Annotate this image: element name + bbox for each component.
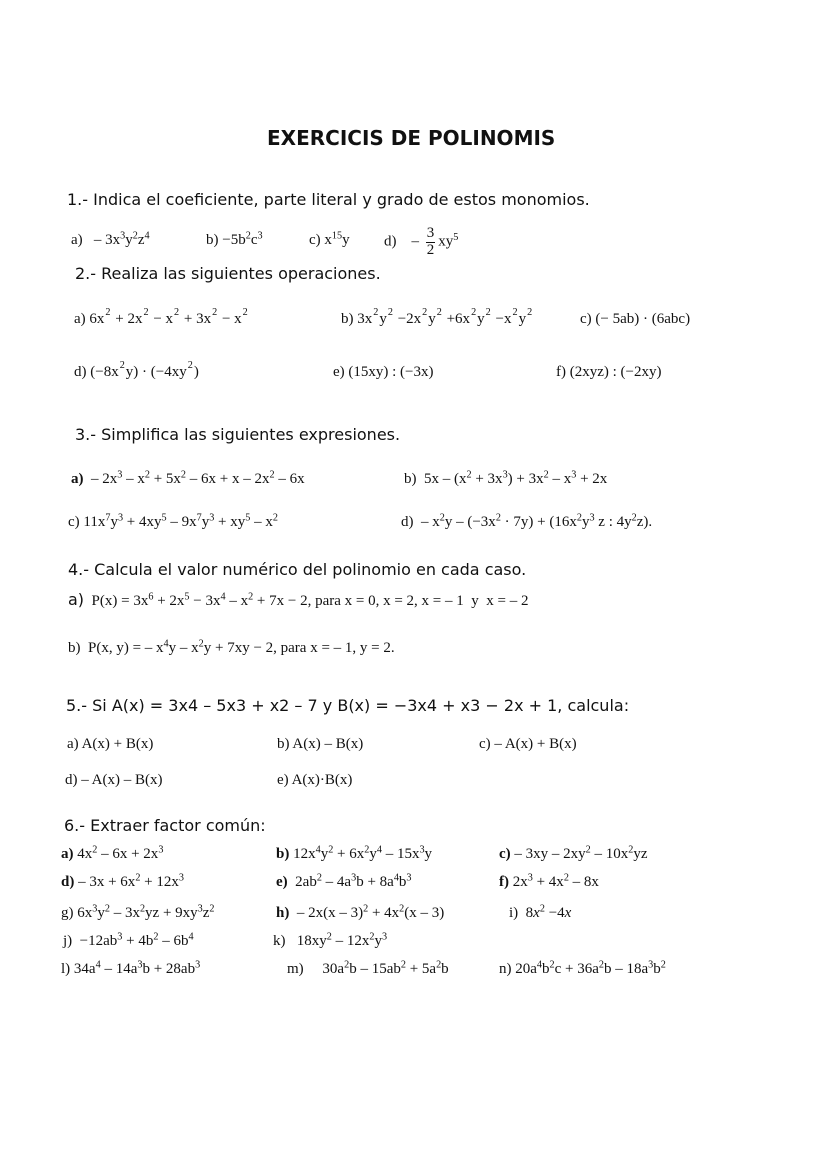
fraction: $\frac{3}{2}$ [426, 225, 435, 258]
exercise-1-heading: 1.- Indica el coeficiente, parte literal y grado de estos monomios. [67, 190, 590, 209]
exercise-6-item-n: n) $20a^4b^2c + 36a^2b - 18a^3b^2$ [499, 959, 666, 977]
exercise-6-item-b: b) $12x^4y^2 + 6x^2y^4 - 15x^3y$ [276, 844, 433, 862]
exercise-1-item-a: $a) - 3x^3y^2z^4$ [71, 230, 150, 248]
exercise-3-item-c: c) $11x^7y^3 + 4xy^5 - 9x^7y^3 + xy^5 - x^2$ [68, 512, 278, 530]
page-title: EXERCICIS DE POLINOMIS [267, 126, 556, 150]
exercise-2-item-f: f) (2xyz) : (−2xy) [556, 364, 662, 380]
exercise-2-heading: 2.- Realiza las siguientes operaciones. [75, 264, 381, 283]
exercise-6-item-e: e) $2ab^2 - 4a^3b + 8a^4b^3$ [276, 872, 412, 890]
exercise-5-item-a: a) A(x) + B(x) [67, 736, 154, 752]
exercise-6-item-h: $h) - 2x(x - 3)^2 + 4x^2(x - 3)$ [276, 903, 445, 921]
exercise-6-item-g: g) $6x^3y^2 - 3x^2yz + 9xy^3z^2$ [61, 903, 215, 921]
exercise-6-item-k: k) $18xy^2 - 12x^2y^3$ [273, 931, 388, 949]
exercise-6-item-m: m) $30a^2b - 15ab^2 + 5a^2b$ [287, 959, 449, 977]
exercise-1-item-c: c) $x^{15}y$ [309, 230, 350, 248]
exercise-4-item-a: a) $P(x) = 3x^6 + 2x^5 - 3x^4 - x^2 + 7x - 2$, para x = 0, x = 2, x = – 1 y x = – 2 [68, 590, 529, 609]
exercise-1-item-b: $b) -5b^2c^3$ [206, 230, 263, 248]
exercise-3-item-b: b) $5x - (x^2 + 3x^3) + 3x^2 - x^3 + 2x$ [404, 469, 608, 487]
exercise-2-item-b: b) $3x^2y^2 -2x^2y^2 +6x^2y^2 -x^2y^2$ [341, 307, 533, 327]
exercise-2-item-d: d) $(-8x^2y) \cdot (-4xy^2)$ [74, 360, 199, 380]
exercise-6-item-j: $j) -12ab^3 + 4b^2 - 6b^4$ [63, 931, 194, 949]
exercise-6-item-c: $c) - 3xy - 2xy^2 - 10x^2yz$ [499, 844, 648, 862]
exercise-5-item-e: e) A(x)·B(x) [277, 772, 353, 788]
exercise-2-item-e: e) (15xy) : (−3x) [333, 364, 434, 380]
exercise-5-heading: 5.- Si A(x) = 3x4 – 5x3 + x2 – 7 y B(x) = −3x4 + x3 − 2x + 1, calcula: [66, 696, 630, 715]
exercise-3-heading: 3.- Simplifica las siguientes expresiones. [75, 425, 401, 444]
exercise-2-item-c: c) (− 5ab) · (6abc) [580, 311, 691, 327]
exercise-5-item-c: c) – A(x) + B(x) [479, 736, 577, 752]
exercise-6-item-i: i) $8x^2 -4x$ [509, 903, 572, 921]
exercise-5-item-b: b) A(x) – B(x) [277, 736, 364, 752]
exercise-5-item-d: d) – A(x) – B(x) [65, 772, 163, 788]
exercise-6-item-l: l) $34a^4 - 14a^3b + 28ab^3$ [61, 959, 201, 977]
exercise-4-item-b: b) P(x, y) = – $x^4y - x^2y + 7xy - 2$, para x = – 1, y = 2. [68, 638, 395, 656]
exercise-3-item-d: $d) - x^2y - (-3x^2 \cdot 7y) + (16x^2y^3$ z : $4y^2z$). [401, 512, 653, 530]
exercise-6-item-f: f) $2x^3 + 4x^2 - 8x$ [499, 872, 599, 890]
exercise-6-heading: 6.- Extraer factor común: [64, 816, 266, 835]
exercise-6-item-a: a) $4x^2 - 6x + 2x^3$ [61, 844, 164, 862]
exercise-3-item-a: $a) - 2x^3 - x^2 + 5x^2 - 6x + x - 2x^2 - 6x$ [71, 469, 305, 487]
exercise-2-item-a: a) $6x^2 + 2x^2 - x^2 + 3x^2 - x^2$ [74, 307, 248, 327]
exercise-1-item-d: d) – $\frac{3}{2}$ $xy^5$ [384, 225, 459, 258]
exercise-6-item-d: $d) - 3x + 6x^2 + 12x^3$ [61, 872, 184, 890]
exercise-4-heading: 4.- Calcula el valor numérico del polinomio en cada caso. [68, 560, 527, 579]
